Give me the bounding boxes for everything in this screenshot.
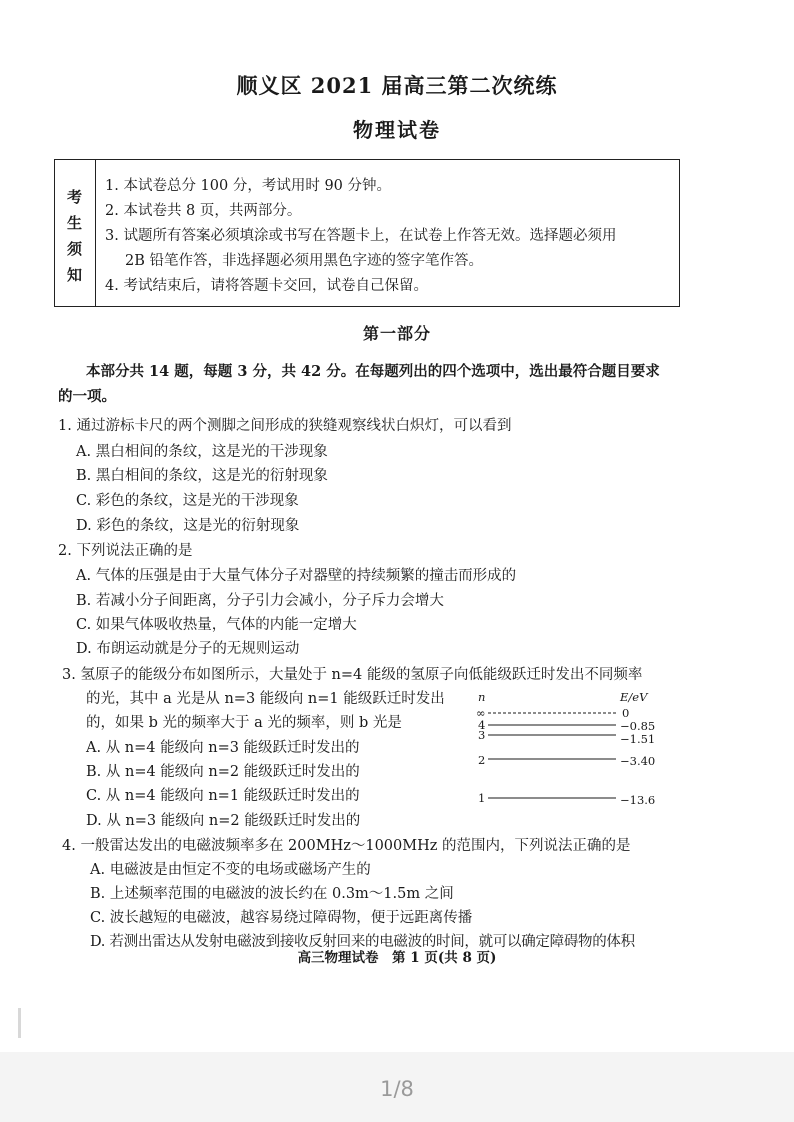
scan-edge-mark	[18, 1008, 21, 1038]
part-intro: 本部分共 14 题，每题 3 分，共 42 分。在每题列出的四个选项中，选出最符合题目要求	[86, 363, 660, 380]
page-footer: 高三物理试卷 第 1 页(共 8 页)	[297, 950, 497, 966]
energy-level-diagram	[470, 692, 670, 812]
question-3-option: B. 从 n=4 能级向 n=2 能级跃迁时发出的	[86, 764, 360, 780]
diagram-level-e: −13.6	[620, 793, 656, 807]
question-1-option: D. 彩色的条纹，这是光的衍射现象	[76, 518, 300, 534]
notice-item: 1. 本试卷总分 100 分，考试用时 90 分钟。	[105, 178, 392, 194]
part-one-heading: 第一部分	[362, 324, 431, 343]
diagram-level-e: −1.51	[620, 732, 656, 746]
question-2-option: B. 若减小分子间距离，分子引力会减小，分子斥力会增大	[76, 593, 444, 609]
diagram-level-n: 2	[478, 753, 486, 767]
question-1-stem: 1. 通过游标卡尺的两个测脚之间形成的狭缝观察线状白炽灯，可以看到	[58, 418, 512, 434]
question-2-option: A. 气体的压强是由于大量气体分子对器壁的持续频繁的撞击而形成的	[76, 568, 517, 584]
question-4-option: B. 上述频率范围的电磁波的波长约在 0.3m～1.5m 之间	[90, 886, 454, 902]
question-2-option: D. 布朗运动就是分子的无规则运动	[76, 641, 300, 657]
diagram-level-e: −3.40	[620, 754, 656, 768]
diagram-level-n: 3	[478, 728, 486, 742]
diagram-level-e: 0	[622, 706, 630, 720]
question-1-option: C. 彩色的条纹，这是光的干涉现象	[76, 493, 299, 509]
question-4-option: D. 若测出雷达从发射电磁波到接收反射回来的电磁波的时间，就可以确定障碍物的体积	[90, 934, 635, 950]
notice-item: 2B 铅笔作答，非选择题必须用黑色字迹的签字笔作答。	[125, 253, 483, 269]
notice-item: 3. 试题所有答案必须填涂或书写在答题卡上，在试卷上作答无效。选择题必须用	[105, 228, 617, 244]
exam-subtitle: 物理试卷	[353, 118, 441, 142]
part-intro: 的一项。	[58, 388, 116, 405]
question-3-stem: 3. 氢原子的能级分布如图所示，大量处于 n=4 能级的氢原子向低能级跃迁时发出不同频率	[62, 667, 643, 683]
question-2-stem: 2. 下列说法正确的是	[58, 543, 193, 559]
notice-side-char: 知	[67, 266, 83, 284]
notice-side-char: 考	[67, 188, 83, 206]
question-4-option: A. 电磁波是由恒定不变的电场或磁场产生的	[90, 862, 371, 878]
question-2-option: C. 如果气体吸收热量，气体的内能一定增大	[76, 617, 357, 633]
exam-title: 顺义区 2021 届高三第二次统练	[236, 73, 558, 98]
question-3-option: D. 从 n=3 能级向 n=2 能级跃迁时发出的	[86, 813, 361, 829]
notice-item: 2. 本试卷共 8 页，共两部分。	[105, 203, 302, 219]
question-4-stem: 4. 一般雷达发出的电磁波频率多在 200MHz～1000MHz 的范围内，下列说法正确的是	[62, 838, 631, 854]
diagram-level-n: ∞	[476, 706, 486, 720]
notice-box	[54, 159, 680, 307]
notice-side-char: 生	[67, 214, 83, 232]
question-1-option: B. 黑白相间的条纹，这是光的衍射现象	[76, 468, 328, 484]
question-3-stem: 的光，其中 a 光是从 n=3 能级向 n=1 能级跃迁时发出	[86, 691, 445, 707]
question-3-option: C. 从 n=4 能级向 n=1 能级跃迁时发出的	[86, 788, 360, 804]
question-4-option: C. 波长越短的电磁波，越容易绕过障碍物，便于远距离传播	[90, 910, 473, 926]
page-indicator: 1/8	[380, 1077, 414, 1101]
diagram-level-n: 1	[478, 791, 486, 805]
diagram-n-header: n	[478, 692, 486, 704]
diagram-level-n: 4	[478, 718, 486, 732]
question-3-stem: 的，如果 b 光的频率大于 a 光的频率，则 b 光是	[86, 715, 402, 731]
question-3-option: A. 从 n=4 能级向 n=3 能级跃迁时发出的	[86, 740, 360, 756]
notice-item: 4. 考试结束后，请将答题卡交回，试卷自己保留。	[105, 278, 428, 294]
diagram-level-e: −0.85	[620, 719, 656, 733]
notice-side-label	[55, 160, 96, 306]
diagram-energy-header: E/eV	[620, 692, 648, 704]
question-1-option: A. 黑白相间的条纹，这是光的干涉现象	[76, 444, 328, 460]
notice-side-char: 须	[67, 240, 83, 258]
